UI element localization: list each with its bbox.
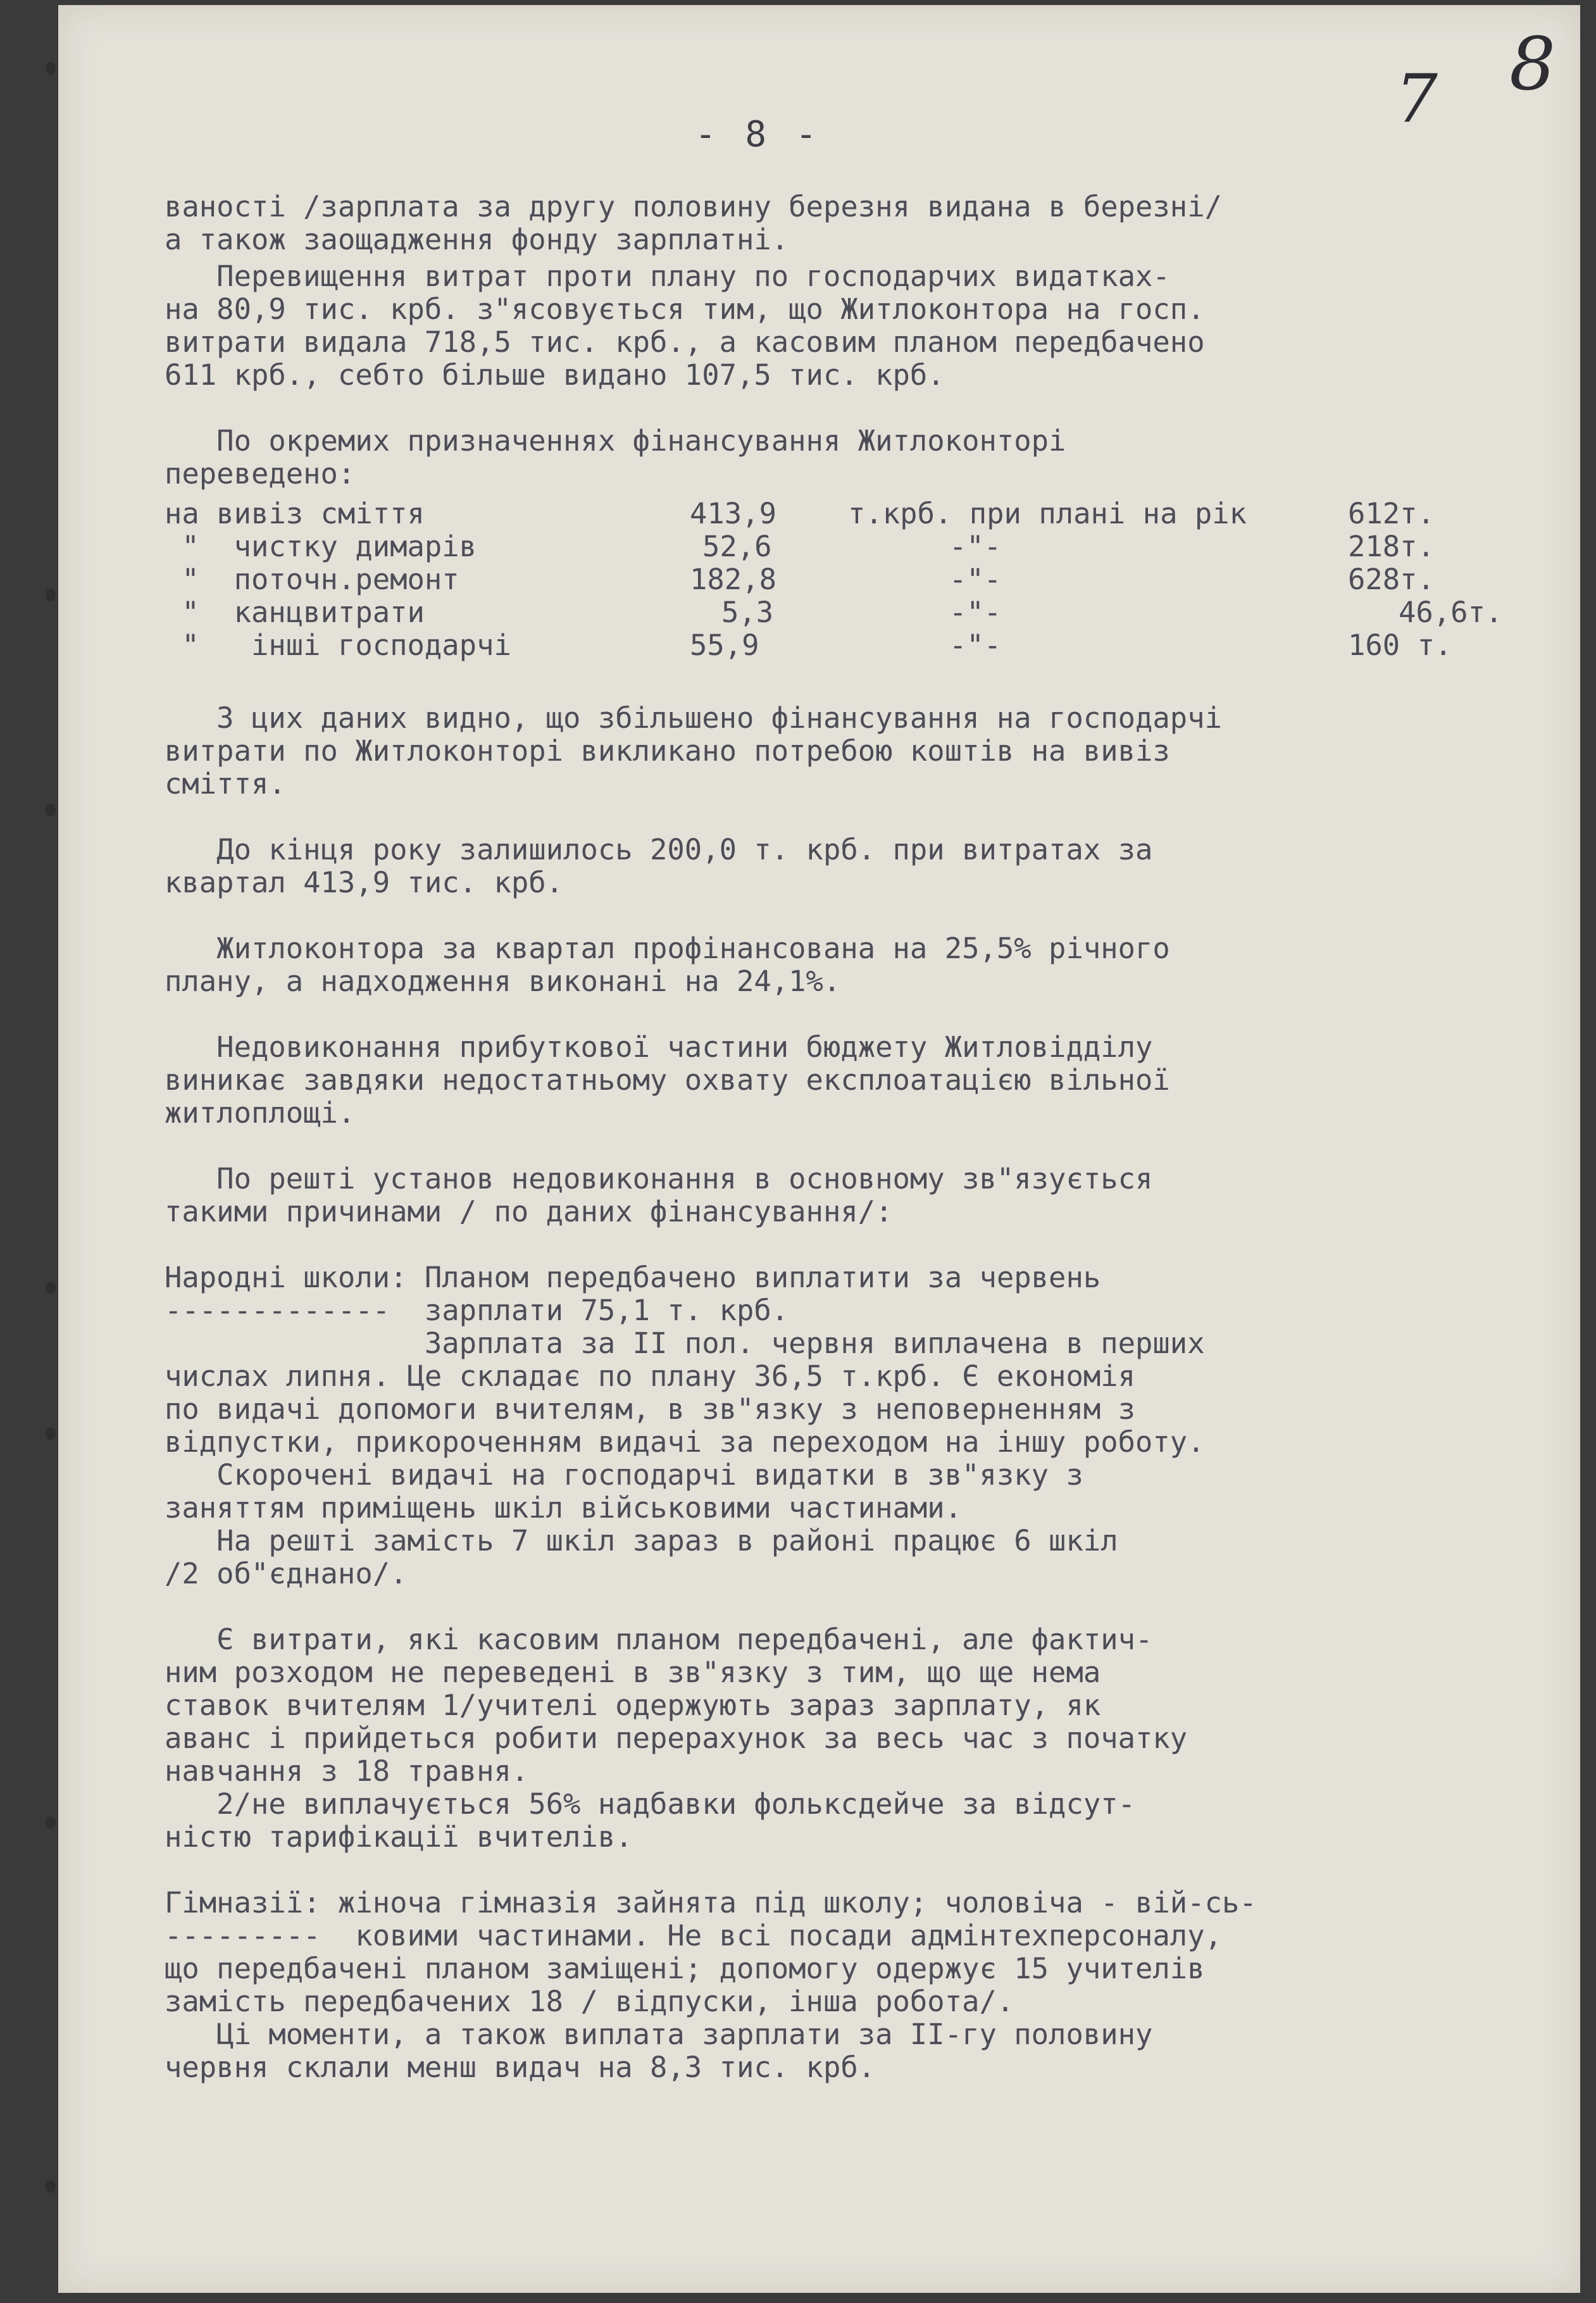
text-line: На решті замість 7 шкіл зараз в районі працює 6 шкіл	[165, 1524, 1118, 1557]
table-item: " канцвитрати	[165, 596, 425, 629]
text-line: /2 об"єднано/.	[165, 1557, 408, 1590]
binder-hole	[46, 62, 56, 75]
text-line: Є витрати, які касовим планом передбачені, але фактич-	[165, 1623, 1153, 1656]
document-body-bottom	[165, 701, 1538, 2083]
binder-hole	[46, 1282, 56, 1294]
text-line: витрати видала 718,5 тис. крб., а касовим планом передбачено	[165, 325, 1205, 358]
text-line: З цих даних видно, що збільшено фінансування на господарчі	[165, 701, 1222, 734]
text-line: що передбачені планом заміщені; допомогу одержує 15 учителів	[165, 1952, 1205, 1985]
text-line: такими причинами / по даних фінансування/:	[165, 1195, 893, 1228]
text-line: виникає завдяки недостатньому охвату експлоатацією вільної	[165, 1063, 1170, 1096]
text-line: Житлоконтора за квартал профінансована на 25,5% річного	[165, 932, 1170, 964]
table-plan: 46,6т.	[1399, 596, 1503, 629]
text-line: числах липня. Це складає по плану 36,5 т.крб. Є економія	[165, 1359, 1136, 1392]
archive-mark-new: 8	[1509, 22, 1556, 107]
binder-hole	[46, 1816, 56, 1829]
text-line: переведено:	[165, 457, 356, 490]
binder-hole	[46, 2180, 56, 2193]
table-plan: 160 т.	[1348, 628, 1452, 662]
table-row	[165, 596, 1519, 628]
table-unit: -"-	[949, 628, 1002, 662]
text-line: на 80,9 тис. крб. з"ясовується тим, що Житлоконтора на госп.	[165, 292, 1205, 325]
table-item: на вивіз сміття	[165, 497, 425, 530]
text-line: навчання з 18 травня.	[165, 1754, 529, 1787]
table-row	[165, 563, 1519, 596]
text-line: ставок вчителям 1/учителі одержують зараз зарплату, як	[165, 1688, 1101, 1721]
text-line: відпустки, прикороченням видачі за переходом на іншу роботу.	[165, 1425, 1205, 1458]
archive-mark-old: 7	[1395, 60, 1438, 137]
text-line: сміття.	[165, 767, 286, 800]
text-line: Зарплата за II пол. червня виплачена в перших	[165, 1326, 1205, 1359]
text-line: До кінця року залишилось 200,0 т. крб. при витратах за	[165, 833, 1153, 866]
text-line: витрати по Житлоконторі викликано потребою коштів на вивіз	[165, 734, 1170, 767]
text-line: Недовиконання прибуткової частини бюджету Житловідділу	[165, 1030, 1153, 1063]
table-amount: 182,8	[690, 563, 776, 596]
text-line: 2/не виплачується 56% надбавки фольксдейче за відсут-	[165, 1787, 1136, 1820]
text-line: замість передбачених 18 / відпуски, інша робота/.	[165, 1985, 1014, 2018]
financing-table	[165, 497, 1519, 661]
table-row	[165, 497, 1519, 530]
table-amount: 55,9	[690, 628, 759, 662]
text-line: По решті установ недовиконання в основному зв"язується	[165, 1162, 1153, 1195]
table-plan: 612т.	[1348, 497, 1435, 530]
text-line: по видачі допомоги вчителям, в зв"язку з неповерненням з	[165, 1392, 1136, 1425]
table-amount: 413,9	[690, 497, 776, 530]
binder-hole	[46, 1427, 56, 1440]
text-line: плану, а надходження виконані на 24,1%.	[165, 964, 841, 997]
table-item: " інші господарчі	[165, 628, 511, 662]
table-row	[165, 628, 1519, 661]
table-unit: -"-	[949, 530, 1002, 563]
text-line: аванс і прийдеться робити перерахунок за весь час з початку	[165, 1721, 1188, 1754]
text-line: Ці моменти, а також виплата зарплати за II-гу половину	[165, 2018, 1153, 2050]
table-unit: -"-	[949, 596, 1002, 629]
table-plan: 628т.	[1348, 563, 1435, 596]
table-plan: 218т.	[1348, 530, 1435, 563]
table-item: " чистку димарів	[165, 530, 477, 563]
table-amount: 52,6	[702, 530, 772, 563]
text-line: --------- ковими частинами. Не всі посади адмінтехперсоналу,	[165, 1919, 1222, 1952]
text-line: ністю тарифікації вчителів.	[165, 1820, 633, 1853]
text-line: 611 крб., себто більше видано 107,5 тис. крб.	[165, 358, 945, 391]
table-unit: т.крб. при плані на рік	[848, 497, 1247, 530]
text-line: ним розходом не переведені в зв"язку з тим, що ще нема	[165, 1656, 1101, 1688]
text-line: квартал 413,9 тис. крб.	[165, 866, 564, 899]
section-heading-gymnasiums: Гімназії: жіноча гімназія зайнята під школу; чоловіча - вій-сь-	[165, 1886, 1257, 1919]
document-body-top	[165, 190, 1538, 490]
table-row	[165, 530, 1519, 563]
text-line: ------------- зарплати 75,1 т. крб.	[165, 1294, 789, 1326]
text-line: заняттям приміщень шкіл військовими частинами.	[165, 1491, 963, 1524]
text-line: червня склали менш видач на 8,3 тис. крб.	[165, 2050, 876, 2083]
text-line: житлоплощі.	[165, 1096, 356, 1129]
binder-hole	[46, 804, 56, 816]
text-line: По окремих призначеннях фінансування Житлоконторі	[165, 424, 1066, 457]
text-line: Скорочені видачі на господарчі видатки в зв"язку з	[165, 1458, 1083, 1491]
table-unit: -"-	[949, 563, 1002, 596]
binder-hole	[46, 589, 56, 601]
table-amount: 5,3	[721, 596, 774, 629]
text-line: Перевищення витрат проти плану по господарчих видатках-	[165, 259, 1170, 292]
text-line: а також заощадження фонду зарплатні.	[165, 223, 789, 256]
section-heading-schools: Народні школи: Планом передбачено виплатити за червень	[165, 1261, 1101, 1294]
page-number: - 8 -	[695, 114, 821, 155]
text-line: вaності /зарплата за другу половину березня видана в березні/	[165, 190, 1222, 223]
table-item: " поточн.ремонт	[165, 563, 459, 596]
